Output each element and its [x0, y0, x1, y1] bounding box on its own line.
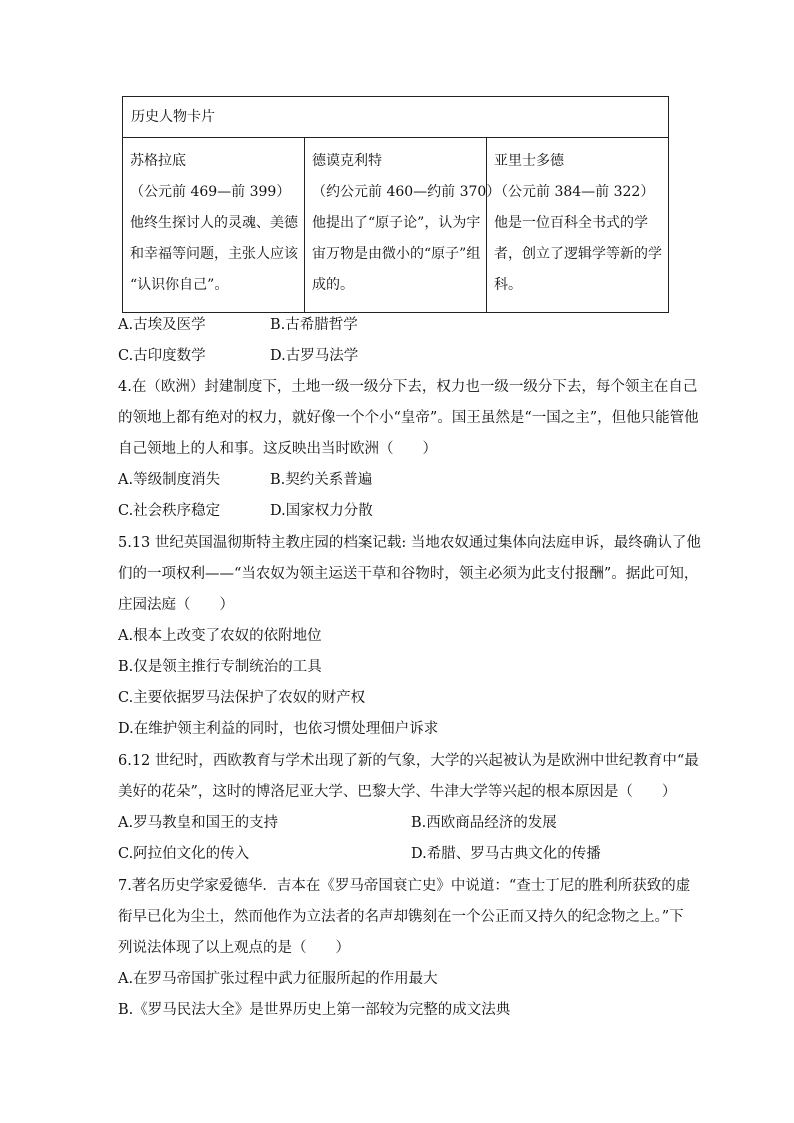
card-cell-aristotle [487, 138, 669, 313]
q5-stem-line: 庄园法庭（ ） [118, 597, 234, 613]
q4-option-b[interactable]: B.契约关系普遍 [270, 472, 373, 488]
q3-option-b[interactable]: B.古希腊哲学 [270, 317, 358, 333]
q7-option-a[interactable]: A.在罗马帝国扩张过程中武力征服所起的作用最大 [118, 971, 438, 987]
q6-option-c[interactable]: C.阿拉伯文化的传入 [118, 846, 250, 862]
q3-option-c[interactable]: C.古印度数学 [118, 348, 206, 364]
q7-stem-line: 7.著名历史学家爱德华．吉本在《罗马帝国衰亡史》中说道：“查士丁尼的胜利所获致的虚 [118, 878, 691, 894]
q5-option-c[interactable]: C.主要依据罗马法保护了农奴的财产权 [118, 690, 366, 706]
q4-option-d[interactable]: D.国家权力分散 [270, 503, 373, 519]
q5-stem-line: 5.13 世纪英国温彻斯特主教庄园的档案记载: 当地农奴通过集体向法庭申诉，最终确认了他 [118, 535, 701, 551]
q4-option-a[interactable]: A.等级制度消失 [118, 472, 221, 488]
person-desc-line: 科。 [494, 277, 522, 293]
card-cell-socrates [123, 138, 305, 313]
q4-stem-line: 的领地上都有绝对的权力，就好像一个个小“皇帝”。国王虽然是“一国之主”，但他只能管他 [118, 410, 699, 426]
q6-stem-line: 6.12 世纪时，西欧教育与学术出现了新的气象，大学的兴起被认为是欧洲中世纪教育中“最 [118, 753, 699, 769]
person-desc-line: 和幸福等问题，主张人应该 [130, 246, 298, 262]
person-name: 德谟克利特 [312, 153, 382, 169]
q5-option-b[interactable]: B.仅是领主推行专制统治的工具 [118, 659, 322, 675]
q4-option-c[interactable]: C.社会秩序稳定 [118, 503, 221, 519]
q5-stem-line: 们的一项权利——“当农奴为领主运送干草和谷物时，领主必须为此支付报酬”。据此可知， [118, 566, 699, 582]
q6-stem-line: 美好的花朵”，这时的博洛尼亚大学、巴黎大学、牛津大学等兴起的根本原因是（ ） [118, 784, 677, 800]
person-desc-line: 者，创立了逻辑学等新的学 [494, 246, 662, 262]
person-dates: （公元前 469—前 399） [130, 184, 291, 200]
person-desc-line: “认识你自己”。 [130, 277, 229, 293]
person-desc-line: 他终生探讨人的灵魂、美德 [130, 215, 298, 231]
historical-figures-card [122, 96, 669, 313]
q4-stem-line: 4.在（欧洲）封建制度下，土地一级一级分下去，权力也一级一级分下去，每个领主在自己 [118, 379, 698, 395]
person-name: 亚里士多德 [494, 153, 564, 169]
person-desc-line: 宙万物是由微小的“原子”组 [312, 246, 481, 262]
q3-option-d[interactable]: D.古罗马法学 [270, 348, 359, 364]
card-cell-democritus [305, 138, 501, 313]
person-dates: （公元前 384—前 322） [494, 184, 655, 200]
q4-stem-line: 自己领地上的人和事。这反映出当时欧洲（ ） [118, 441, 437, 457]
person-desc-line: 他提出了“原子论”，认为宇 [312, 215, 481, 231]
q5-option-d[interactable]: D.在维护领主利益的同时，也依习惯处理佃户诉求 [118, 721, 439, 737]
person-desc-line: 成的。 [312, 277, 354, 293]
q7-stem-line: 衔早已化为尘土，然而他作为立法者的名声却镌刻在一个公正而又持久的纪念物之上。”下 [118, 909, 684, 925]
q6-option-d[interactable]: D.希腊、罗马古典文化的传播 [411, 846, 601, 862]
q5-option-a[interactable]: A.根本上改变了农奴的依附地位 [118, 628, 322, 644]
q6-option-b[interactable]: B.西欧商品经济的发展 [411, 815, 557, 831]
q7-stem-line: 列说法体现了以上观点的是（ ） [118, 940, 350, 956]
q6-option-a[interactable]: A.罗马教皇和国王的支持 [118, 815, 279, 831]
person-name: 苏格拉底 [130, 153, 186, 169]
person-dates: （约公元前 460—约前 370） [312, 184, 501, 200]
q7-option-b[interactable]: B.《罗马民法大全》是世界历史上第一部较为完整的成文法典 [118, 1002, 511, 1018]
card-title: 历史人物卡片 [123, 97, 669, 138]
q3-option-a[interactable]: A.古埃及医学 [118, 317, 206, 333]
person-desc-line: 他是一位百科全书式的学 [494, 215, 648, 231]
